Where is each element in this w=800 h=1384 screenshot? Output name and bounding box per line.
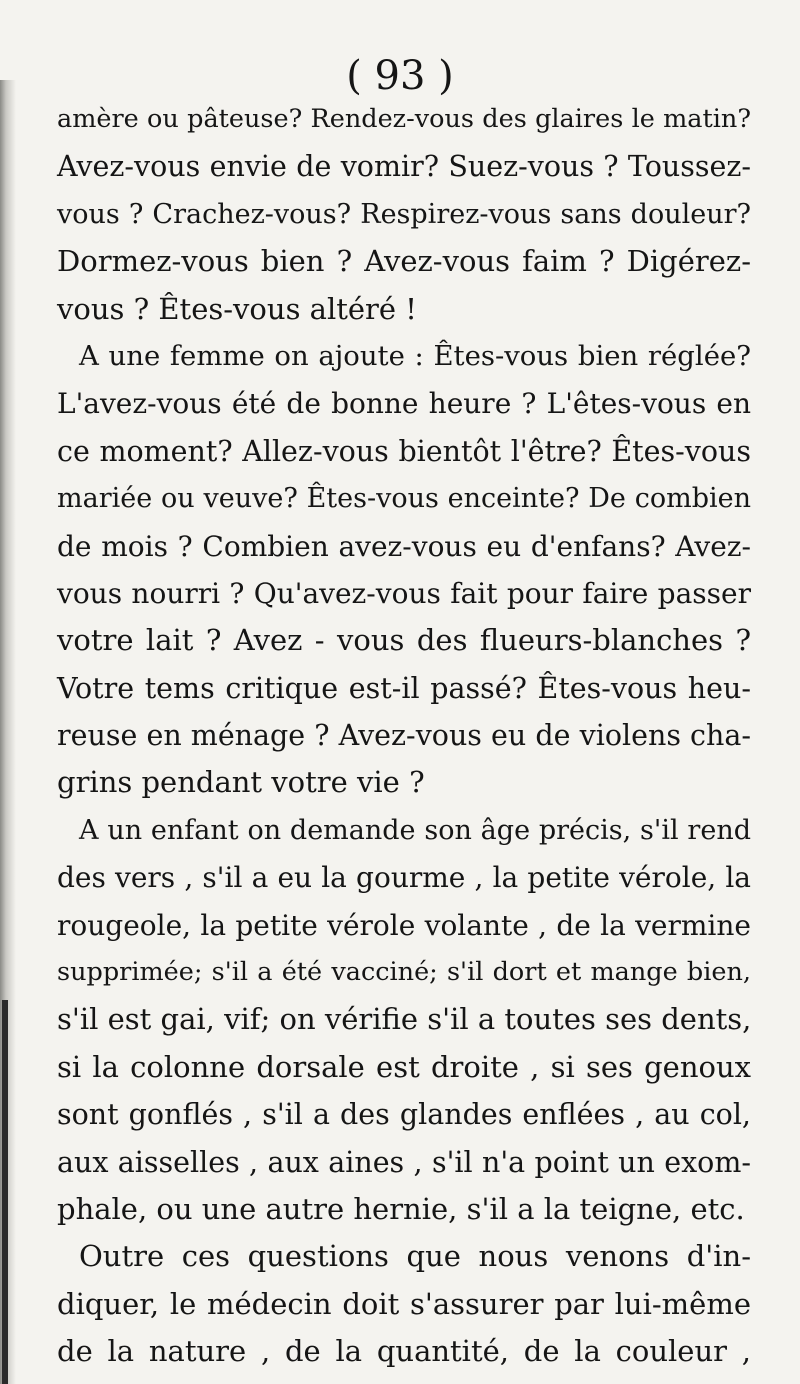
text-line: de mois ? Combien avez-vous eu d'enfans? Avez- (57, 529, 751, 563)
text-line: phale, ou une autre hernie, s'il a la teigne, etc. (57, 1191, 745, 1226)
text-line: L'avez-vous été de bonne heure ? L'êtes-vous en (57, 387, 751, 421)
text-line: si la colonne dorsale est droite , si ses genoux (57, 1049, 751, 1084)
paragraph-start: A une femme on ajoute : Êtes-vous bien réglée? (79, 339, 751, 372)
text-line: votre lait ? Avez - vous des flueurs-blanches ? (57, 623, 751, 658)
text-line: de la nature , de la quantité, de la couleur , (57, 1334, 751, 1369)
text-line: Votre tems critique est-il passé? Êtes-vous heu- (57, 671, 751, 705)
text-line: aux aisselles , aux aines , s'il n'a point un exom- (57, 1145, 751, 1179)
text-line: vous ? Crachez-vous? Respirez-vous sans douleur? (57, 198, 751, 230)
text-line: vous ? Êtes-vous altéré ! (57, 291, 417, 326)
text-line: sont gonflés , s'il a des glandes enflées , au col, (57, 1098, 751, 1132)
text-line: mariée ou veuve? Êtes-vous enceinte? De combien (57, 483, 751, 515)
text-line: amère ou pâteuse? Rendez-vous des glaires le matin? (57, 104, 751, 134)
body-text (57, 96, 751, 1376)
text-line: Dormez-vous bien ? Avez-vous faim ? Digérez- (57, 244, 751, 279)
text-line: vous nourri ? Qu'avez-vous fait pour faire passer (57, 576, 751, 610)
text-line: rougeole, la petite vérole volante , de la vermine (57, 908, 751, 942)
binding-edge (2, 1000, 8, 1384)
text-line: grins pendant votre vie ? (57, 765, 425, 800)
paragraph-start: A un enfant on demande son âge précis, s'il rend (79, 814, 751, 846)
paragraph-start: Outre ces questions que nous venons d'in- (79, 1239, 751, 1274)
page-number: ( 93 ) (346, 53, 454, 99)
text-line: ce moment? Allez-vous bientôt l'être? Êtes-vous (57, 434, 751, 468)
text-line: des vers , s'il a eu la gourme , la petite vérole, la (57, 861, 751, 895)
text-line: diquer, le médecin doit s'assurer par lui-même (57, 1286, 751, 1321)
text-line: Avez-vous envie de vomir? Suez-vous ? Toussez- (57, 150, 751, 184)
text-line: reuse en ménage ? Avez-vous eu de violens cha- (57, 719, 751, 753)
text-line: supprimée; s'il a été vacciné; s'il dort et mange bien, (57, 957, 751, 988)
text-line: s'il est gai, vif; on vérifie s'il a toutes ses dents, (57, 1002, 752, 1037)
